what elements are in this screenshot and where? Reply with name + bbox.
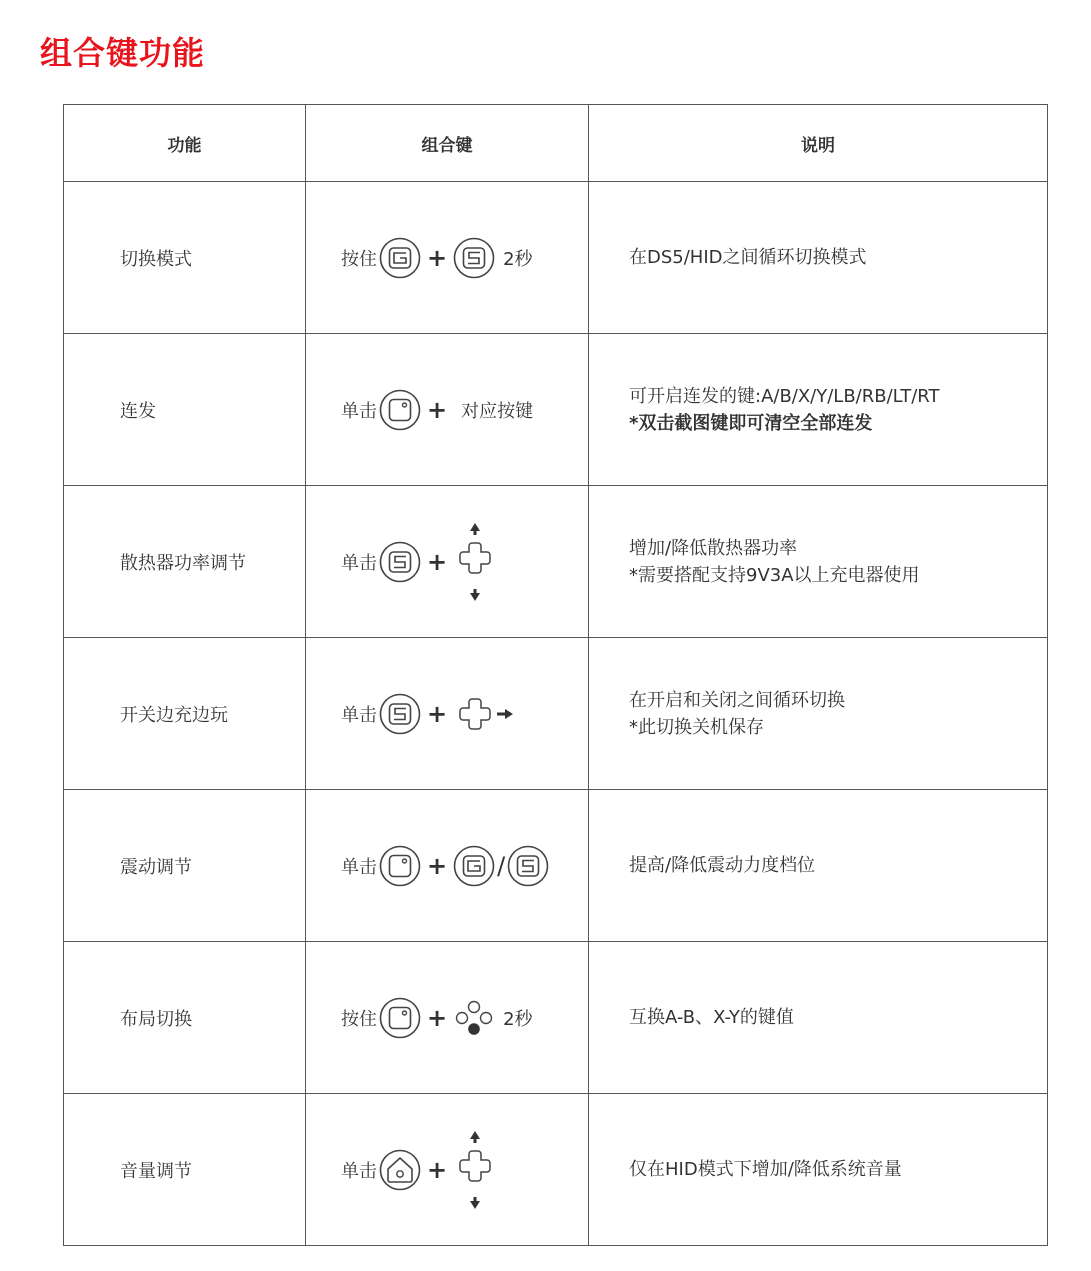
key-action: 单击 <box>341 704 377 726</box>
screenshot-button-icon <box>379 997 421 1039</box>
desc-line: 可开启连发的键:A/B/X/Y/LB/RB/LT/RT <box>629 385 940 407</box>
row-desc <box>589 638 1048 790</box>
page-title: 组合键功能 <box>40 34 206 72</box>
table-row <box>64 790 1048 942</box>
header-keys: 组合键 <box>306 105 589 182</box>
table-row <box>64 182 1048 334</box>
header-desc: 说明 <box>589 105 1048 182</box>
row-keys <box>306 790 589 942</box>
plus-sign: + <box>427 1003 448 1032</box>
key-action: 单击 <box>341 1160 377 1182</box>
plus-sign: + <box>427 1155 448 1184</box>
dpad-right-icon <box>453 692 515 736</box>
slash-separator: / <box>497 851 506 880</box>
key-action: 单击 <box>341 552 377 574</box>
s-button-icon <box>379 541 421 583</box>
row-keys <box>306 1094 589 1246</box>
row-desc <box>589 1094 1048 1246</box>
s-button-icon <box>507 845 549 887</box>
row-keys <box>306 638 589 790</box>
table-row <box>64 486 1048 638</box>
desc-line: 仅在HID模式下增加/降低系统音量 <box>629 1159 902 1180</box>
row-desc <box>589 486 1048 638</box>
row-desc <box>589 182 1048 334</box>
row-func: 布局切换 <box>64 942 306 1094</box>
home-button-icon <box>379 1149 421 1191</box>
plus-sign: + <box>427 395 448 424</box>
desc-line: 互换A-B、X-Y的键值 <box>629 1007 794 1028</box>
row-func: 音量调节 <box>64 1094 306 1246</box>
desc-note: *需要搭配支持9V3A以上充电器使用 <box>629 564 920 586</box>
key-tail: 2秒 <box>503 1008 533 1030</box>
key-tail: 对应按键 <box>461 400 534 422</box>
dpad-up-down-icon <box>453 522 497 602</box>
table-row <box>64 1094 1048 1246</box>
s-button-icon <box>379 693 421 735</box>
row-func: 开关边充边玩 <box>64 638 306 790</box>
desc-line: 提高/降低震动力度档位 <box>629 855 816 876</box>
plus-sign: + <box>427 851 448 880</box>
table-row <box>64 334 1048 486</box>
plus-sign: + <box>427 547 448 576</box>
desc-bold-note: *双击截图键即可清空全部连发 <box>629 412 873 434</box>
row-keys <box>306 942 589 1094</box>
face-buttons-icon <box>453 997 495 1039</box>
screenshot-button-icon <box>379 845 421 887</box>
combo-table <box>63 104 1048 1246</box>
key-action: 按住 <box>341 248 377 270</box>
row-desc <box>589 790 1048 942</box>
row-func: 连发 <box>64 334 306 486</box>
row-desc <box>589 942 1048 1094</box>
row-func: 震动调节 <box>64 790 306 942</box>
row-func: 切换模式 <box>64 182 306 334</box>
desc-line: 在开启和关闭之间循环切换 <box>629 689 845 711</box>
header-func: 功能 <box>64 105 306 182</box>
key-action: 单击 <box>341 856 377 878</box>
g-button-icon <box>379 237 421 279</box>
g-button-icon <box>453 845 495 887</box>
desc-line: 在DS5/HID之间循环切换模式 <box>629 247 867 268</box>
table-row <box>64 638 1048 790</box>
dpad-up-down-icon <box>453 1130 497 1210</box>
key-tail: 2秒 <box>503 248 533 270</box>
row-func: 散热器功率调节 <box>64 486 306 638</box>
row-keys <box>306 334 589 486</box>
table-row <box>64 942 1048 1094</box>
desc-note: *此切换关机保存 <box>629 716 764 738</box>
key-action: 按住 <box>341 1008 377 1030</box>
plus-sign: + <box>427 243 448 272</box>
row-keys <box>306 486 589 638</box>
screenshot-button-icon <box>379 389 421 431</box>
key-action: 单击 <box>341 400 377 422</box>
row-desc <box>589 334 1048 486</box>
plus-sign: + <box>427 699 448 728</box>
desc-line: 增加/降低散热器功率 <box>629 537 798 559</box>
s-button-icon <box>453 237 495 279</box>
table-header-row <box>64 105 1048 182</box>
row-keys <box>306 182 589 334</box>
